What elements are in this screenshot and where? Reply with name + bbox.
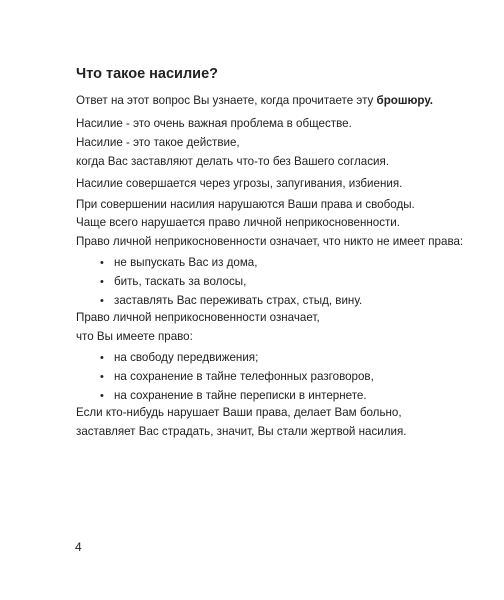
list-item: [100, 370, 374, 384]
definition-line-2: Насилие - это такое действие,: [76, 136, 240, 149]
rights-line-2: Чаще всего нарушается право личной неприкосновенности.: [76, 216, 401, 229]
bullet-icon: •: [100, 276, 104, 288]
list-item-text: заставлять Вас переживать страх, стыд, вину.: [114, 294, 363, 307]
conclusion-line-1: Если кто-нибудь нарушает Ваши права, делает Вам больно,: [76, 406, 402, 419]
means-paragraph: Насилие совершается через угрозы, запугивания, избиения.: [76, 177, 403, 190]
list-item-text: бить, таскать за волосы,: [114, 275, 247, 288]
list-item-text: на сохранение в тайне переписки в интернете.: [114, 389, 367, 402]
has-right-line-2: что Вы имеете право:: [76, 330, 193, 343]
bullet-icon: •: [100, 295, 104, 307]
bullet-icon: •: [100, 390, 104, 402]
list-item-text: не выпускать Вас из дома,: [114, 256, 258, 269]
intro-bold-word: брошюру.: [376, 94, 433, 107]
intro-paragraph: [76, 94, 433, 108]
intro-text: Ответ на этот вопрос Вы узнаете, когда прочитаете эту: [76, 94, 377, 107]
list-item: [100, 351, 258, 365]
list-item: [100, 256, 257, 270]
definition-line-3: когда Вас заставляют делать что-то без Вашего согласия.: [76, 155, 389, 168]
list-item: [100, 275, 246, 289]
definition-line-1: Насилие - это очень важная проблема в обществе.: [76, 117, 352, 130]
bullet-icon: •: [100, 257, 104, 269]
list-item-text: на сохранение в тайне телефонных разговоров,: [114, 370, 374, 383]
has-right-line-1: Право личной неприкосновенности означает,: [76, 311, 320, 324]
rights-line-3: Право личной неприкосновенности означает, что никто не имеет права:: [76, 235, 464, 248]
rights-line-1: При совершении насилия нарушаются Ваши права и свободы.: [76, 198, 415, 211]
bullet-icon: •: [100, 371, 104, 383]
list-item-text: на свободу передвижения;: [114, 351, 259, 364]
bullet-icon: •: [100, 352, 104, 364]
conclusion-line-2: заставляет Вас страдать, значит, Вы стали жертвой насилия.: [76, 425, 407, 438]
page-number: 4: [75, 540, 82, 554]
list-item: [100, 294, 362, 308]
list-item: [100, 389, 367, 403]
page-heading: Что такое насилие?: [76, 66, 219, 82]
